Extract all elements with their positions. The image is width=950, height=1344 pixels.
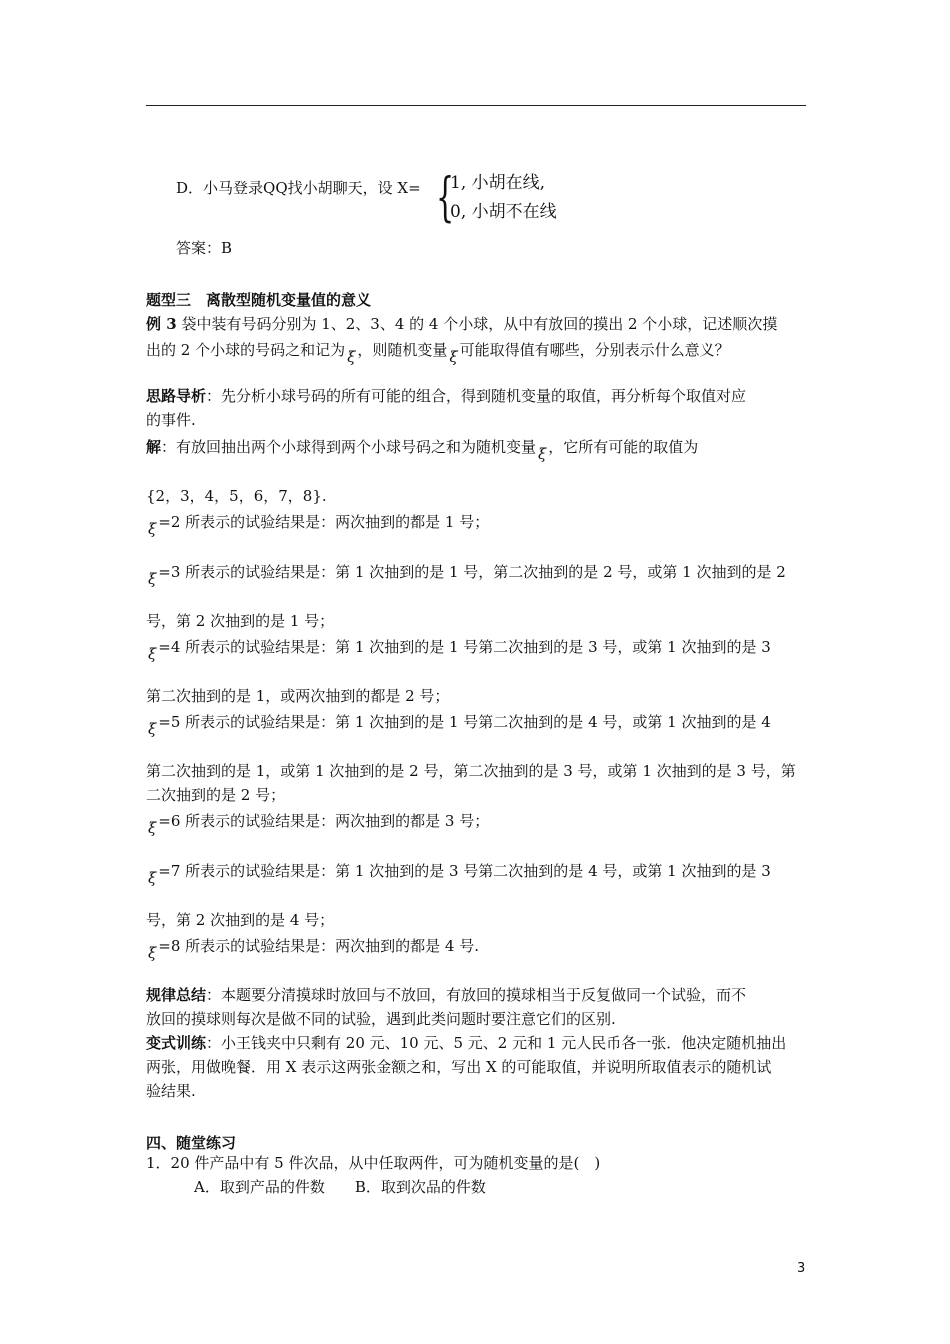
case-xi-7-cont: 号，第 2 次抽到的是 4 号； [146, 911, 335, 929]
xi-symbol: ξ [148, 720, 157, 738]
example-3-line-2 [146, 340, 730, 366]
case-xi-7 [146, 861, 771, 887]
variant-text-1: ：小王钱夹中只剩有 20 元、10 元、5 元、2 元和 1 元人民币各一张．他决定随机抽出 [206, 1034, 787, 1052]
case-xi-5 [146, 712, 771, 738]
solution-line-1 [146, 437, 699, 463]
page-number: 3 [797, 1261, 806, 1276]
xi-symbol: ξ [148, 645, 157, 663]
analysis-line-2: 的事件. [146, 411, 196, 429]
xi-symbol: ξ [148, 869, 157, 887]
case-text: =5 所表示的试验结果是：第 1 次抽到的是 1 号第二次抽到的是 4 号，或第 1 次抽到的是 4 [158, 713, 771, 731]
piecewise-case-1: 1, 小胡在线, [450, 173, 546, 193]
xi-symbol: ξ [538, 445, 547, 463]
xi-symbol: ξ [148, 944, 157, 962]
case-xi-6 [146, 811, 490, 837]
case-text: =8 所表示的试验结果是：两次抽到的都是 4 号. [158, 937, 479, 955]
analysis-line-1 [146, 386, 746, 406]
summary-text-1: ：本题要分清摸球时放回与不放回，有放回的摸球相当于反复做同一个试验，而不 [206, 986, 747, 1004]
case-xi-4 [146, 637, 771, 663]
xi-symbol: ξ [449, 348, 458, 366]
example-3-line-1 [146, 314, 777, 334]
analysis-text-1: ：先分析小球号码的所有可能的组合，得到随机变量的取值，再分析每个取值对应 [206, 387, 747, 405]
variant-line-1 [146, 1033, 786, 1053]
variant-line-2: 两张，用做晚餐．用 X 表示这两张金额之和，写出 X 的可能取值，并说明所取值表示的随机试 [146, 1058, 772, 1076]
example-3-text-2b: ，则随机变量 [357, 341, 448, 359]
solution-text-1: ：有放回抽出两个小球得到两个小球号码之和为随机变量 [161, 438, 537, 456]
case-text: =6 所表示的试验结果是：两次抽到的都是 3 号； [158, 812, 490, 830]
case-xi-3-cont: 号，第 2 次抽到的是 1 号； [146, 612, 335, 630]
case-text: =7 所表示的试验结果是：第 1 次抽到的是 3 号第二次抽到的是 4 号，或第 1 次抽到的是 3 [158, 862, 771, 880]
header-rule [146, 105, 806, 106]
case-text: =3 所表示的试验结果是：第 1 次抽到的是 1 号，第二次抽到的是 2 号，或第 1 次抽到的是 2 [158, 563, 786, 581]
case-xi-5-cont-1: 第二次抽到的是 1，或第 1 次抽到的是 2 号，第二次抽到的是 3 号，或第 1 次抽到的是 3 号，第 [146, 762, 796, 780]
section-4-title: 四、随堂练习 [146, 1134, 237, 1152]
case-text: =2 所表示的试验结果是：两次抽到的都是 1 号； [158, 513, 490, 531]
solution-text-1b: ，它所有可能的取值为 [548, 438, 699, 456]
option-d-text: D．小马登录QQ找小胡聊天，设 X= [176, 179, 421, 197]
piecewise-definition [436, 170, 636, 226]
piecewise-case-2: 0, 小胡不在线 [450, 202, 557, 222]
summary-line-1 [146, 985, 746, 1005]
xi-symbol: ξ [347, 348, 356, 366]
example-3-text-2c: 可能取得值有哪些，分别表示什么意义？ [459, 341, 730, 359]
exercise-1-options: A．取到产品的件数 B．取到次品的件数 [194, 1178, 486, 1196]
variant-label: 变式训练 [146, 1034, 207, 1052]
variant-line-3: 验结果. [146, 1082, 196, 1100]
case-xi-3 [146, 562, 786, 588]
case-xi-8 [146, 936, 479, 962]
answer-line: 答案：B [176, 239, 233, 257]
example-3-label: 例 3 [146, 315, 177, 333]
section-3-title: 题型三 离散型随机变量值的意义 [146, 291, 372, 309]
case-text: =4 所表示的试验结果是：第 1 次抽到的是 1 号第二次抽到的是 3 号，或第 1 次抽到的是 3 [158, 638, 771, 656]
example-3-text-1: 袋中装有号码分别为 1、2、3、4 的 4 个小球，从中有放回的摸出 2 个小球，记述顺次摸 [176, 315, 778, 333]
exercise-1-question: 1．20 件产品中有 5 件次品，从中任取两件，可为随机变量的是( ) [146, 1154, 601, 1172]
solution-label: 解 [146, 438, 162, 456]
left-brace: { [436, 168, 455, 228]
case-xi-4-cont: 第二次抽到的是 1，或两次抽到的都是 2 号； [146, 687, 450, 705]
xi-symbol: ξ [148, 520, 157, 538]
example-3-text-2a: 出的 2 个小球的号码之和记为 [146, 341, 346, 359]
summary-label: 规律总结 [146, 986, 207, 1004]
solution-value-set: {2，3，4，5，6，7，8}. [146, 487, 327, 505]
xi-symbol: ξ [148, 819, 157, 837]
summary-line-2: 放回的摸球则每次是做不同的试验，遇到此类问题时要注意它们的区别. [146, 1010, 616, 1028]
analysis-label: 思路导析 [146, 387, 207, 405]
case-xi-5-cont-2: 二次抽到的是 2 号； [146, 786, 286, 804]
case-xi-2 [146, 512, 490, 538]
xi-symbol: ξ [148, 570, 157, 588]
